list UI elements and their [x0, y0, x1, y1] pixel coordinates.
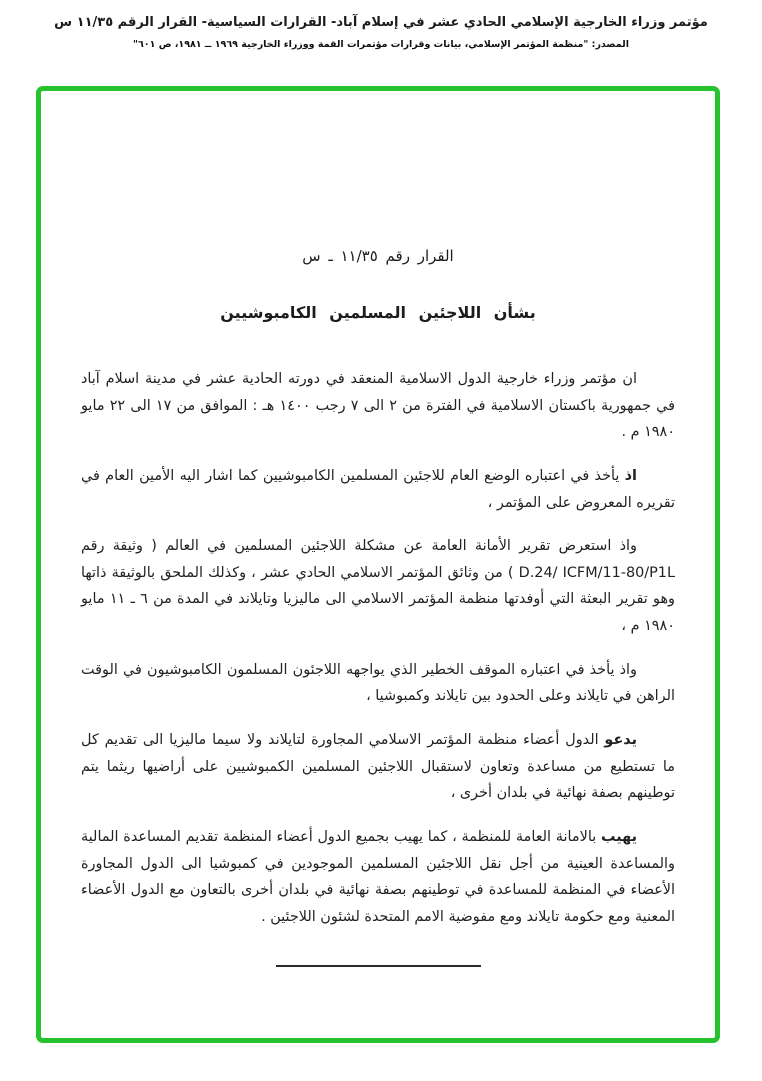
paragraph-text: الدول أعضاء منظمة المؤتمر الاسلامي المجاورة لتايلاند ولا سيما ماليزيا الى تقديم كل ما تستطيع من مساعدة وتعاون لاستقبال اللاجئين المسلمين الكمبوشيين على أراضيها ريثما يتم توطينهم بصفة نهائية في بلدان أخرى ،	[81, 732, 675, 802]
paragraph-appeals	[81, 824, 675, 931]
paragraph-grave-situation	[81, 657, 675, 710]
paragraph-reviewed-report	[81, 533, 675, 640]
scanned-page-content	[41, 91, 715, 967]
paragraph-text: ان مؤتمر وزراء خارجية الدول الاسلامية المنعقد في دورته الحادية عشر في مدينة اسلام آباد في جمهورية باكستان الاسلامية في الفترة من ٢ الى ٧ رجب ١٤٠٠ هـ : الموافق من ١٧ الى ٢٢ مايو ١٩٨٠ م .	[81, 371, 676, 441]
paragraph-lead: يدعو	[604, 732, 637, 749]
scanned-page-frame	[36, 86, 720, 1043]
header-title: مؤتمر وزراء الخارجية الإسلامي الحادي عشر في إسلام آباد- القرارات السياسية- القرار الرقم ١١/٣٥ س	[54, 15, 708, 30]
paragraph-preamble	[81, 366, 675, 446]
resolution-subject-title: بشأن اللاجئين المسلمين الكامبوشيين	[220, 303, 536, 322]
paragraph-considering-situation	[81, 463, 675, 516]
header-source: المصدر: "منظمة المؤتمر الإسلامي، بيانات وقرارات مؤتمرات القمة ووزراء الخارجية ١٩٦٩ ــ ١٩٨١، ص ٦٠١"	[133, 39, 629, 51]
paragraph-text: واذ يأخذ في اعتباره الموقف الخطير الذي يواجهه اللاجئون المسلمون الكامبوشيون في الوقت الراهن في تايلاند وعلى الحدود بين تايلاند وكمبوشيا ،	[81, 661, 675, 705]
paragraph-text: يأخذ في اعتباره الوضع العام للاجئين المسلمين الكامبوشيين كما اشار اليه الأمين العام في تقريره المعروض على المؤتمر ،	[81, 467, 675, 511]
paragraph-text: بالامانة العامة للمنظمة ، كما يهيب بجميع الدول أعضاء المنظمة تقديم المساعدة المالية والمساعدة العينية من أجل نقل اللاجئين المسلمين الموجودين في كمبوشيا الى الدول المجاورة الأعضاء في المنظمة للمساعدة في توطينهم بصفة نهائية في بلدان أخرى بالتعاون مع الدول الأعضاء المعنية ومع حكومة تايلاند ومع مفوضية الامم المتحدة لشئون اللاجئين .	[81, 828, 675, 925]
paragraph-calls-upon	[81, 727, 675, 807]
end-divider	[276, 965, 481, 967]
paragraph-text: واذ استعرض تقرير الأمانة العامة عن مشكلة اللاجئين المسلمين في العالم ( وثيقة رقم ICFM/11-80/P1L ‏/D.24 ) من وثائق المؤتمر الاسلامي الحادي عشر ، وكذلك الملحق بالوثيقة ذاتها وهو تقرير البعثة التي أوفدتها منظمة المؤتمر الاسلامي الى ماليزيا وتايلاند في المدة من ٦ ـ ١١ مايو ١٩٨٠ م ،	[81, 538, 676, 635]
paragraph-lead: يهيب	[600, 828, 637, 845]
resolution-number-title: القرار رقم ١١/٣٥ ـ س	[302, 247, 454, 265]
paragraph-lead: اذ	[624, 467, 637, 484]
page-header	[0, 0, 762, 50]
